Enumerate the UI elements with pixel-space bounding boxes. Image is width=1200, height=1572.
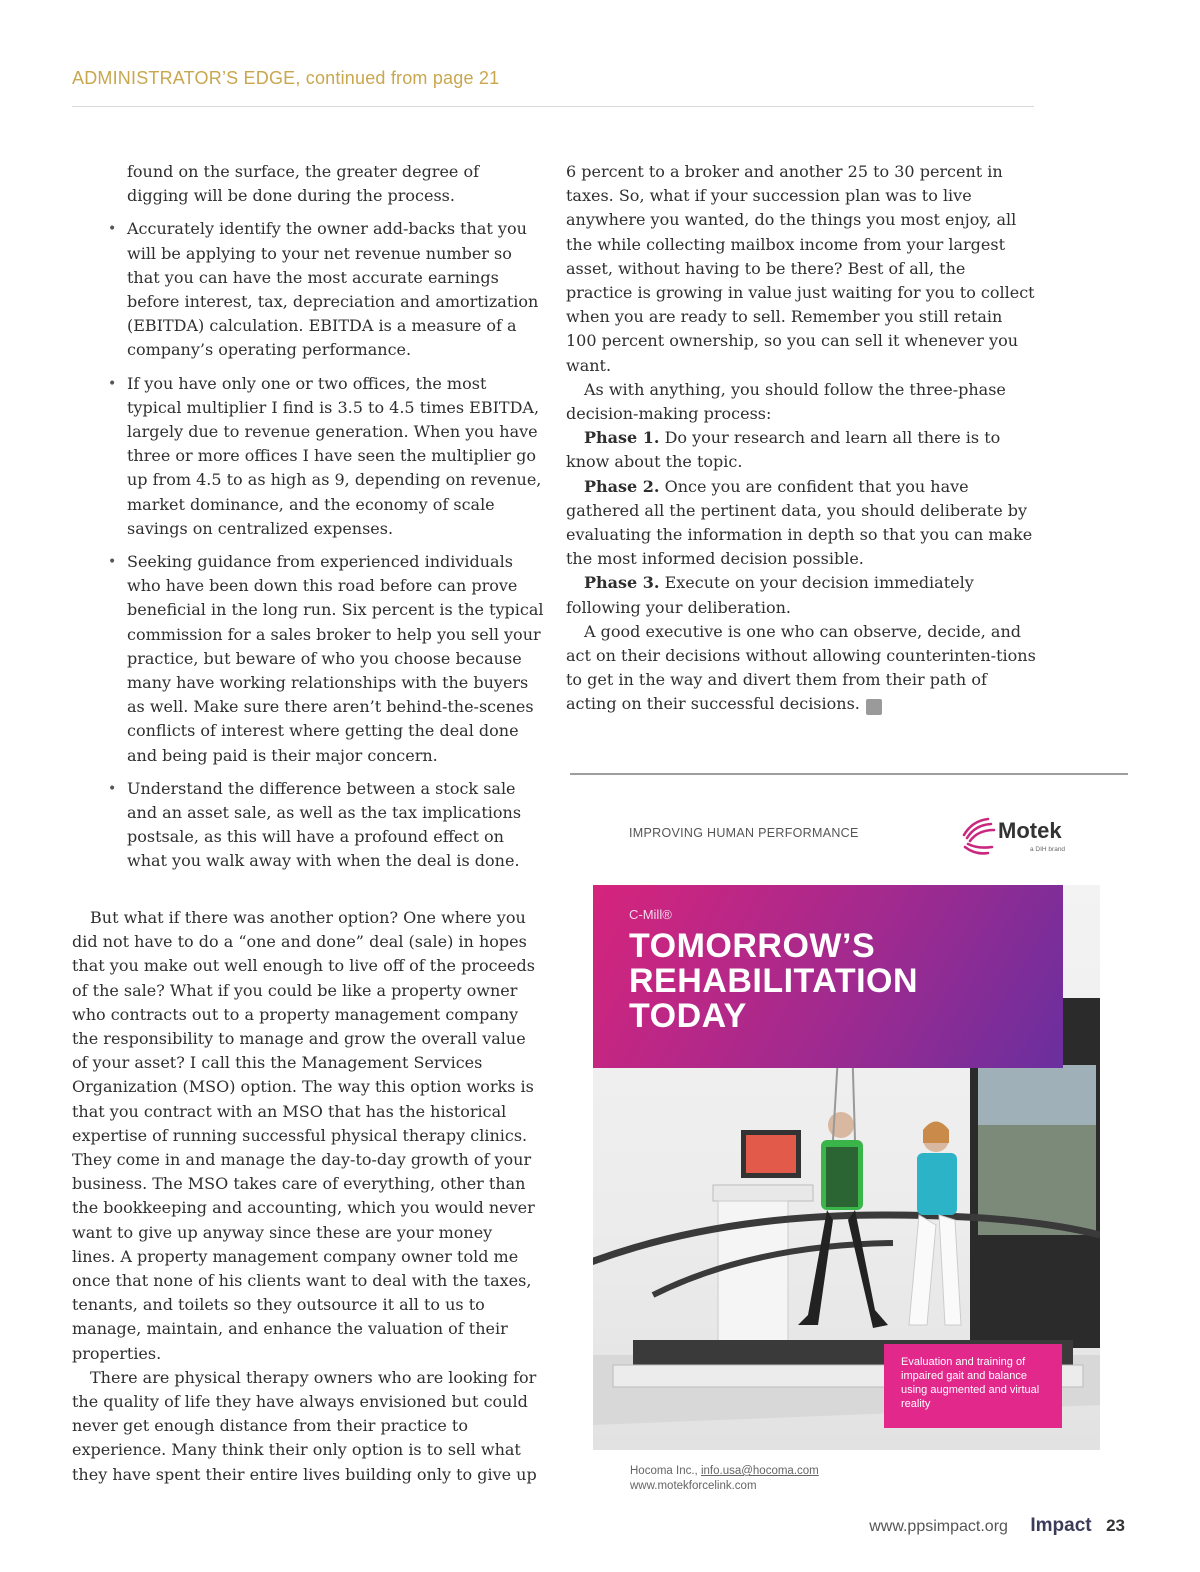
headline-line: TODAY [629,997,747,1035]
left-column-top [72,160,544,883]
phase-1-paragraph [566,426,1036,474]
bullet-text: Seeking guidance from experienced individuals who have been down this road before can prove beneficial in the long run. Six percent is the typical commission for a sales broker to help you sell your practice, but beware of who you choose because many have working relationships with the buyers as well. Make sure there aren’t behind-the-scenes conflicts of interest where getting the deal done and being paid is their major concern. [127,552,544,765]
phase-text: Execute on your decision immediately following your deliberation. [566,573,974,617]
paragraph: But what if there was another option? One where you did not have to do a “one and done” deal (sale) in hopes that you make out well enough to live off of the proceeds of the sale? What if you could be like a property owner who contracts out to a property management company the responsibility to manage and grow the overall value of your asset? I call this the Management Services Organization (MSO) option. The way this option works is that you contract with an MSO that has the historical expertise of running successful physical therapy clinics. They come in and manage the day-to-day growth of your business. The MSO takes care of everything, other than the bookkeeping and accounting, which you would never want to give up anyway since these are your money lines. A property management company owner told me once that none of his clients want to deal with the taxes, tenants, and toilets so they outsource it all to us to manage, maintain, and enhance the valuation of their properties. [72,908,535,1363]
bullet-text: Understand the difference between a stock sale and an asset sale, as well as the tax implications postsale, as this will have a profound effect on what you walk away with when the deal is done. [127,778,522,871]
left-continuation-text: found on the surface, the greater degree of digging will be done during the process. [127,162,480,206]
motek-wordmark: Motek [998,818,1062,843]
ad-banner [593,885,1063,1068]
phase-2-paragraph [566,475,1036,572]
bullet-list [72,217,544,873]
ad-contact [630,1464,819,1494]
ad-tagline: IMPROVING HUMAN PERFORMANCE [629,826,859,840]
bullet-icon: • [108,554,117,571]
footer-url[interactable]: www.ppsimpact.org [869,1518,1008,1535]
paragraph: There are physical therapy owners who are looking for the quality of life they have always envisioned but could never get enough distance from their practice to experience. Many think their only option is to sell what they have spent their entire lives building only to give up [72,1367,537,1484]
bullet-icon: • [108,375,117,392]
right-column [566,160,1036,717]
ad-callout [884,1344,1062,1428]
bullet-icon: • [108,221,117,238]
paragraph: As with anything, you should follow the three-phase decision-making process: [566,379,1006,424]
page-number: 23 [1106,1516,1125,1535]
bullet-text: If you have only one or two offices, the most typical multiplier I find is 3.5 to 4.5 times EBITDA, largely due to revenue generation. When you have three or more offices I have seen the multiplier go up from 4.5 to as high as 9, depending on revenue, market dominance, and the economy of scale savings on centralized expenses. [127,373,542,538]
end-of-article-icon: I [866,699,882,715]
header-divider [72,106,1034,107]
bullet-text: Accurately identify the owner add-backs that you will be applying to your net revenue number so that you can have the most accurate earnings before interest, tax, depreciation and amortization (EBITDA) calculation. EBITDA is a measure of a company’s operating performance. [127,219,539,360]
phase-label: Phase 1. [584,428,660,448]
motek-subbrand: a DIH brand [1030,846,1066,853]
phase-text: Do your research and learn all there is to know about the topic. [566,428,1001,472]
closing-paragraph [566,620,1036,717]
contact-email-link[interactable]: info.usa@hocoma.com [700,1465,819,1477]
list-item [72,217,544,362]
ad-divider [570,773,1128,775]
closing-text: A good executive is one who can observe, decide, and act on their decisions without allowing counterinten-tions to get in the way and divert them from their path of acting on their successful decisions. [566,621,1036,714]
headline-line: TOMORROW’S [629,927,876,965]
list-item [72,777,544,874]
callout-text: Evaluation and training of impaired gait and balance using augmented and virtual reality [901,1356,1040,1410]
list-item [72,372,544,541]
contact-web[interactable]: www.motekforcelink.com [630,1480,757,1492]
contact-company: Hocoma Inc., [630,1465,701,1477]
running-head: ADMINISTRATOR’S EDGE, continued from page 21 [72,68,500,88]
phase-label: Phase 3. [584,573,660,593]
phase-text: Once you are confident that you have gathered all the pertinent data, you should deliberate by evaluating the information in depth so that you can make the most informed decision possible. [566,476,1033,569]
right-continuation-text: 6 percent to a broker and another 25 to 30 percent in taxes. So, what if your succession plan was to live anywhere you wanted, do the things you most enjoy, all the while collecting mailbox income from your largest asset, without having to be there? Best of all, the practice is growing in value just waiting for you to collect when you are ready to sell. Remember you still retain 100 percent ownership, so you can sell it whenever you want. [566,162,1035,375]
phase-label: Phase 2. [584,476,660,496]
ad-headline [629,929,1049,1034]
footer-brand: Impact [1030,1515,1092,1536]
motek-logo [958,813,1068,857]
contact-line [630,1464,819,1479]
bullet-icon: • [108,780,117,797]
page-footer [869,1515,1125,1537]
list-item [72,550,544,768]
motek-swirl-icon [958,813,998,857]
headline-line: REHABILITATION [629,962,919,1000]
phase-3-paragraph [566,571,1036,619]
product-name: C-Mill® [629,907,672,922]
left-column-bottom [72,906,537,1487]
